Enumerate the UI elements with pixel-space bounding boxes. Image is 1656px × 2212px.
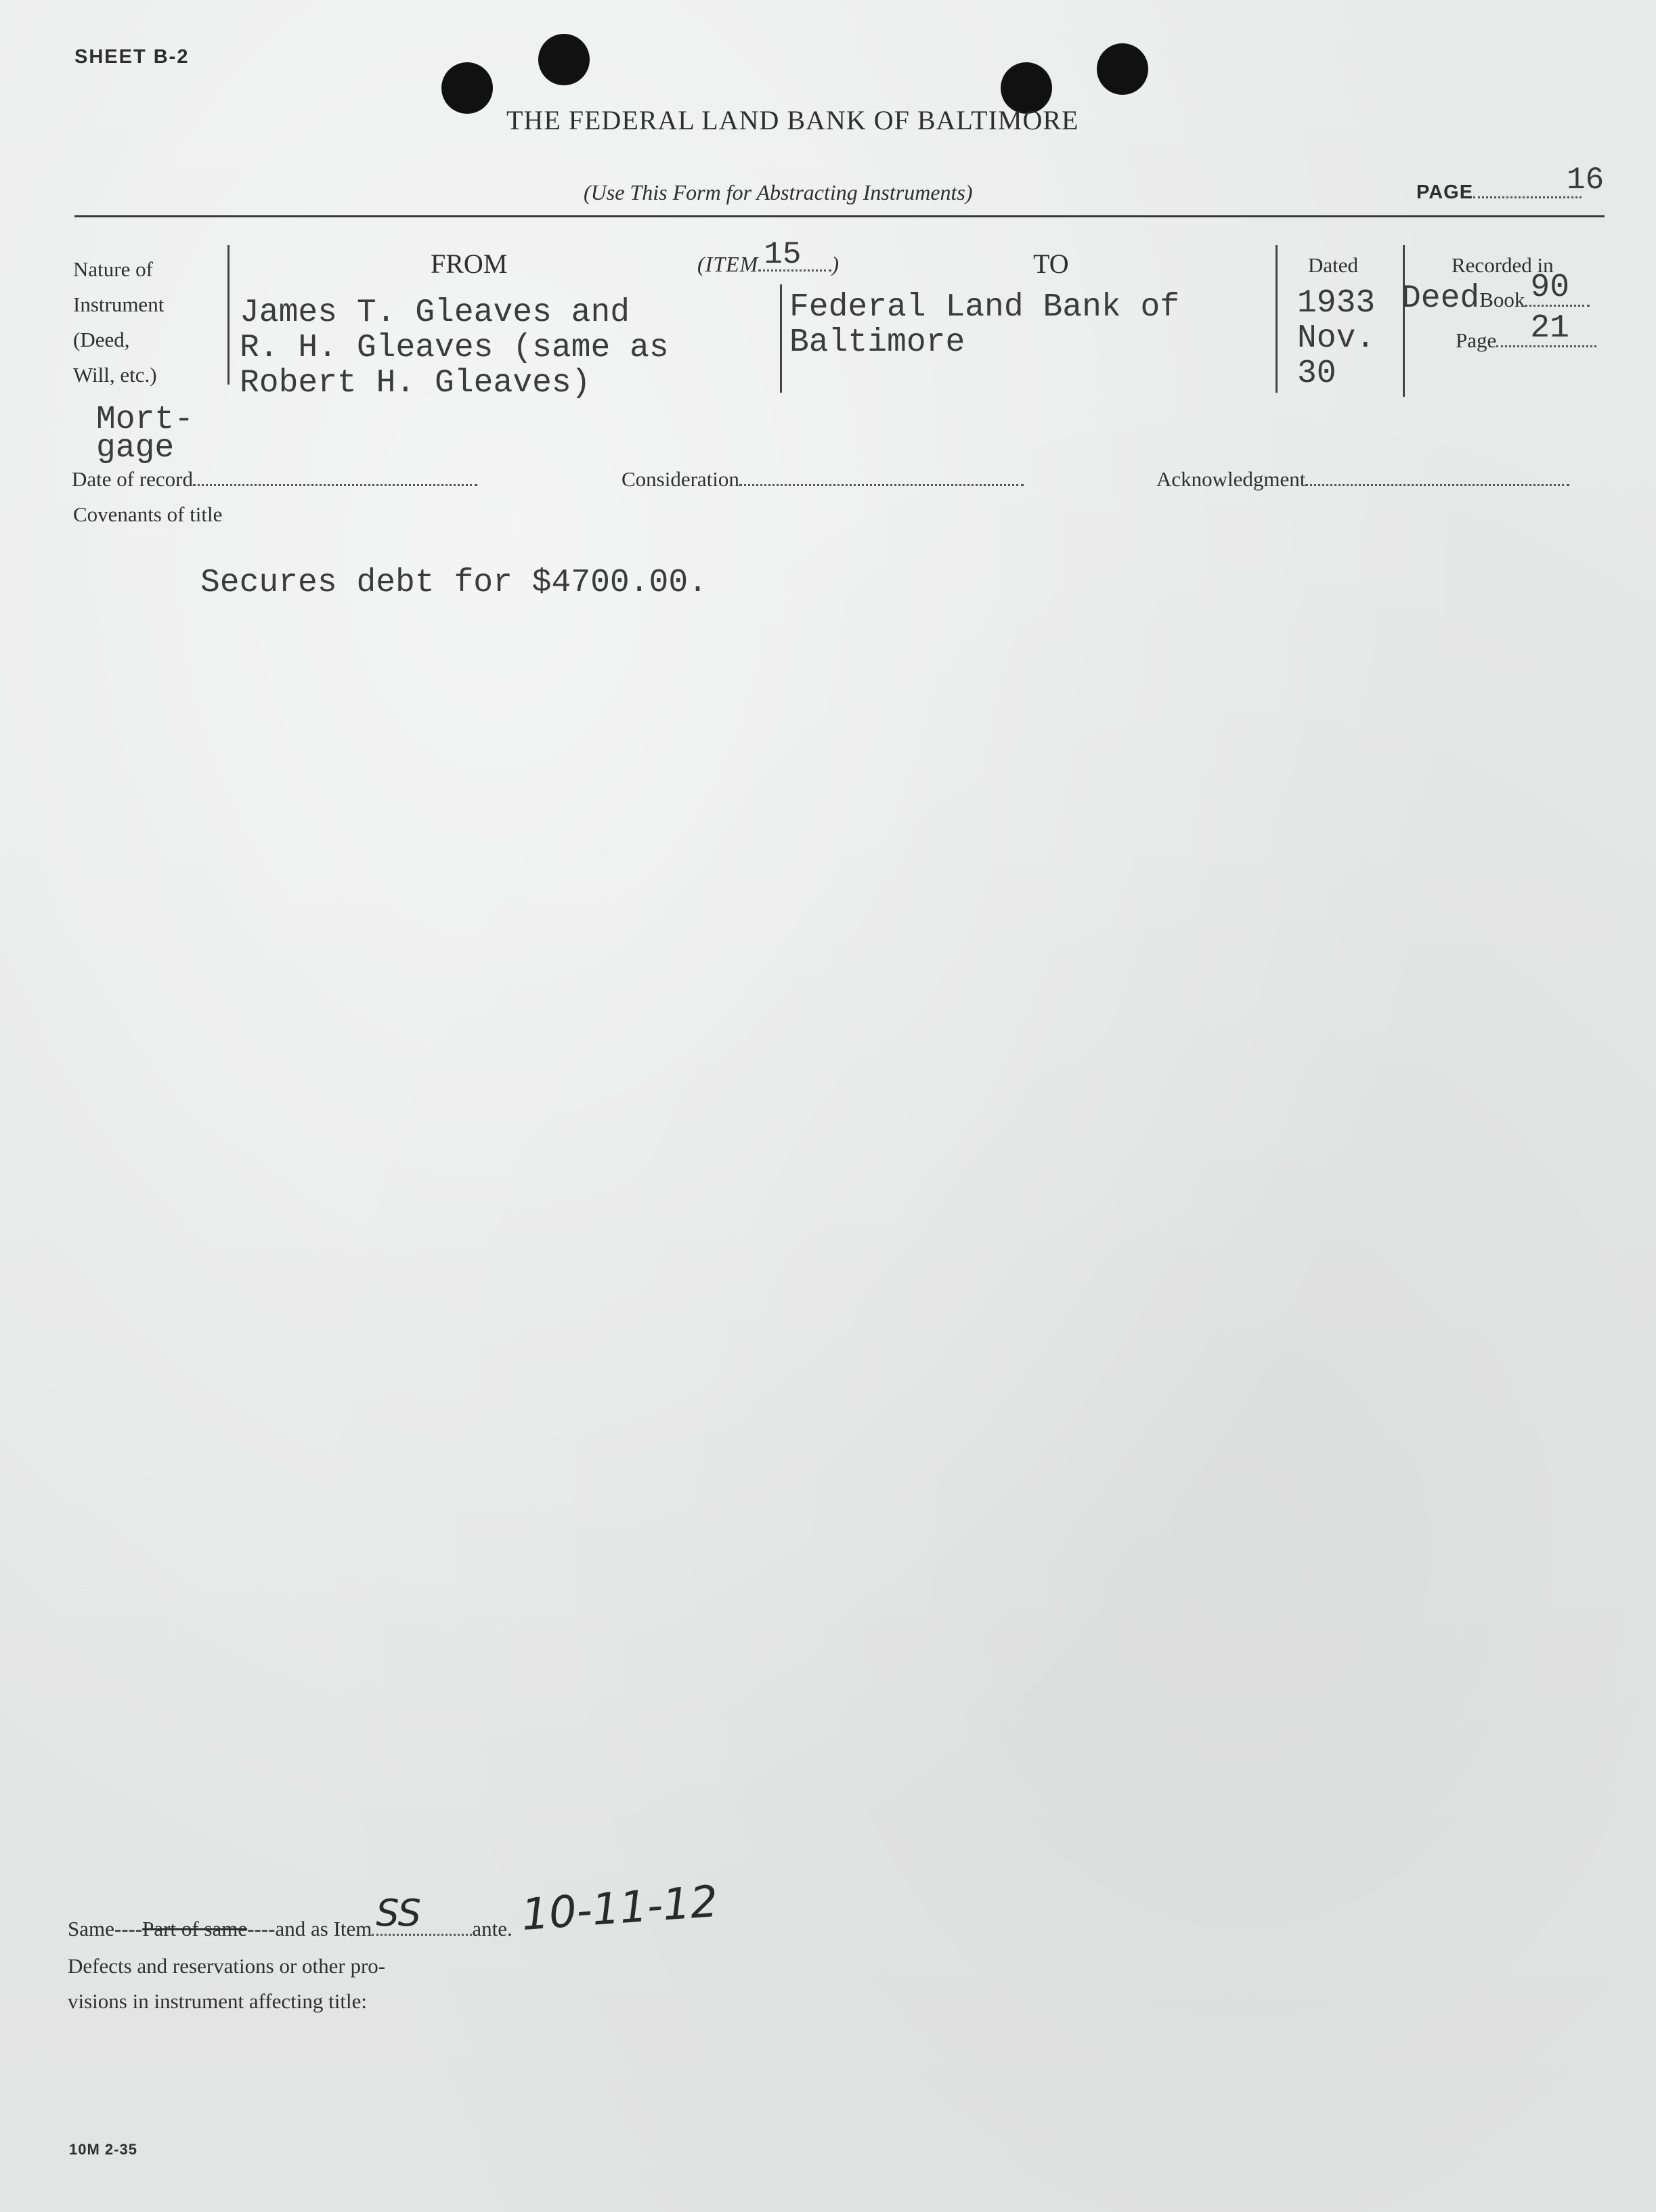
dated-value: 1933 Nov. 30 — [1297, 285, 1376, 392]
book-value: 90 — [1530, 269, 1570, 306]
punch-hole-2 — [538, 34, 590, 85]
nature-value: Mort- gage — [96, 402, 194, 467]
book-prefix: Deed — [1401, 280, 1480, 317]
to-label: TO — [1033, 248, 1069, 279]
nature-label: Nature of Instrument (Deed, Will, etc.) — [73, 257, 165, 387]
page-indicator — [1416, 162, 1605, 204]
column-divider-2 — [780, 284, 782, 393]
item-number: 15 — [764, 237, 802, 272]
book-label: Book — [1479, 288, 1525, 311]
column-divider-3 — [1276, 245, 1278, 393]
page-ref-value: 21 — [1530, 310, 1569, 347]
handwritten-items: 10-11-12 — [519, 1876, 720, 1941]
covenants-label: Covenants of title — [73, 502, 223, 526]
page-ref-label: Page — [1456, 328, 1497, 352]
column-divider-4 — [1403, 245, 1405, 397]
column-divider-1 — [227, 245, 230, 385]
from-label: FROM — [431, 248, 508, 279]
page-label: PAGE — [1416, 181, 1474, 203]
acknowledgment-field: Acknowledgment — [1156, 467, 1569, 492]
punch-hole-4 — [1097, 43, 1148, 95]
item-indicator: (ITEM 15 ) — [697, 237, 839, 276]
item-ref-handwritten: SS — [376, 1892, 421, 1934]
same-as-item-line: Same----Part of same----and as Item SS ante. — [68, 1892, 513, 1940]
from-value: James T. Gleaves and R. H. Gleaves (same as Robert H. Gleaves) — [240, 295, 669, 402]
punch-hole-1 — [441, 62, 493, 114]
dated-label: Dated — [1308, 253, 1359, 277]
date-of-record-field: Date of record — [72, 467, 477, 492]
consideration-field: Consideration — [622, 467, 1024, 492]
sheet-label: SHEET B-2 — [74, 46, 190, 68]
page-ref-line — [1456, 310, 1596, 353]
body-text: Secures debt for $4700.00. — [200, 565, 707, 601]
form-code: 10M 2-35 — [69, 2141, 137, 2158]
form-note: (Use This Form for Abstracting Instruments) — [584, 180, 973, 204]
header-rule — [74, 215, 1605, 217]
part-of-same: Part of same — [142, 1917, 248, 1940]
page-number: 16 — [1567, 162, 1605, 198]
defects-label: Defects and reservations or other pro- visions in instrument affecting title: — [68, 1954, 386, 2013]
bank-name: THE FEDERAL LAND BANK OF BALTIMORE — [506, 105, 1079, 135]
to-value: Federal Land Bank of Baltimore — [789, 289, 1180, 361]
recorded-label: Recorded in — [1452, 253, 1554, 277]
